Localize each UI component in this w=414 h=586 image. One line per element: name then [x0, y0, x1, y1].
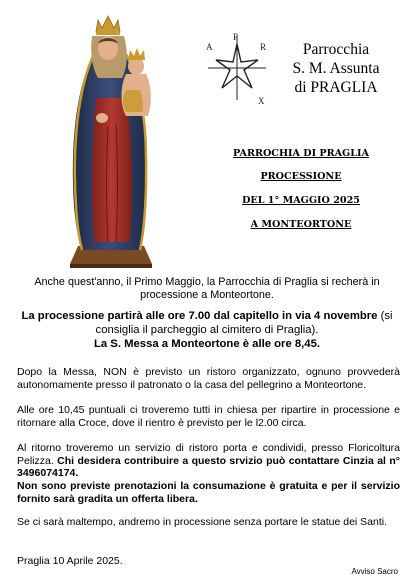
paragraph-return: Alle ore 10,45 puntuali ci troveremo tutti in chiesa per ripartire in processione e ritornare alla Croce, dove il rientro è previsto per le l2.00 circa.: [17, 404, 400, 429]
parish-name-line-2: S. M. Assunta: [292, 60, 380, 77]
paragraph-free-offer: Non sono previste prenotazioni la consumazione è gratuita e per il servizio fornito sarà gradita un offerta libera.: [17, 480, 400, 505]
announcement: [20, 309, 394, 351]
paragraph-bad-weather: Se ci sarà maltempo, andremo in processione senza portare le statue dei Santi.: [17, 516, 388, 528]
refreshment-contact: Chi desidera contribuire a questo srvizio può contattare Cinzia al n° 3496074174.: [17, 454, 400, 479]
madonna-statue-image: [56, 6, 166, 268]
announcement-mass-time: La S. Messa a Monteortone è alle ore 8,45.: [93, 338, 321, 350]
logo-letter-p: P: [233, 32, 239, 42]
refreshment-info: Al ritorno troveremo un servizio di ristoro porta e condividi, presso Floricoltura Pelizza.: [17, 442, 400, 467]
parish-name: [276, 40, 396, 97]
title-line-4: A MONTEORTONE: [250, 219, 352, 230]
paragraph-after-mass: Dopo la Messa, NON è previsto un ristoro organizzato, ognuno provvederà autonomamente presso il patronato o la casa del pellegrino a Monteortone.: [17, 366, 400, 391]
parish-logo: [202, 30, 272, 108]
parish-name-line-3: di PRAGLIA: [294, 79, 378, 96]
logo-letter-a: A: [206, 42, 213, 52]
announcement-parking-note: (si consiglia il parcheggio al cimitero di Praglia).: [95, 310, 393, 336]
document-date: Praglia 10 Aprile 2025.: [17, 555, 123, 567]
intro-paragraph: Anche quest'anno, il Primo Maggio, la Parrocchia di Praglia si recherà in processione a Monteortone.: [34, 276, 380, 301]
title-line-1: PARROCHIA DI PRAGLIA: [233, 148, 369, 159]
paragraph-refreshment: [17, 442, 400, 480]
logo-letter-r: R: [260, 42, 267, 52]
parish-name-line-1: Parrocchia: [302, 41, 370, 58]
announcement-departure: La processione partirà alle ore 7.00 dal capitello in via 4 novembre: [21, 310, 378, 322]
signature-label: Avviso Sacro: [351, 567, 398, 576]
logo-letter-x: X: [258, 96, 265, 106]
title-line-2: PROCESSIONE: [260, 171, 342, 182]
title-line-3: DEL 1° MAGGIO 2025: [242, 195, 360, 206]
